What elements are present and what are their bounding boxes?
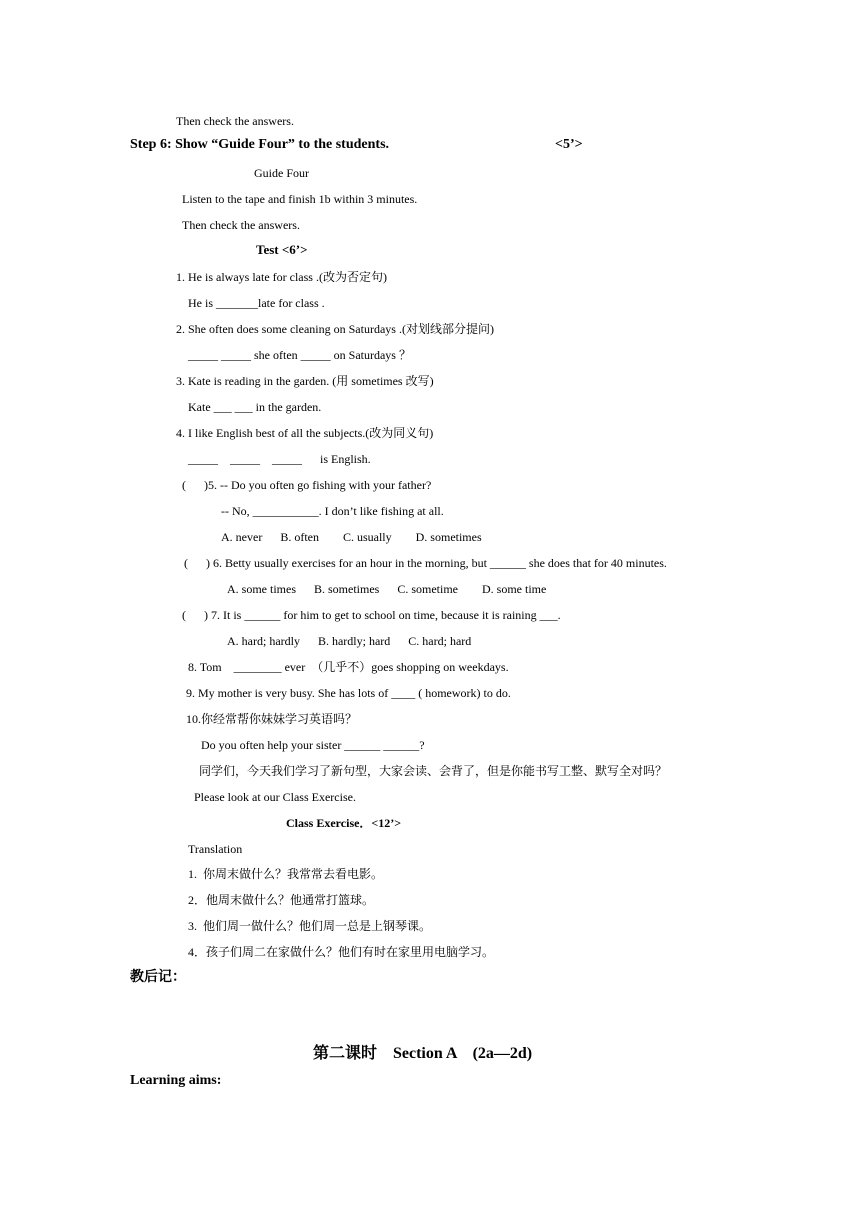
translation-item-1: 1. 你周末做什么？我常常去看电影。	[188, 867, 384, 881]
question-2-answer: _____ _____ she often _____ on Saturdays ？	[188, 348, 411, 362]
step-6-time: <5’>	[555, 137, 583, 152]
guide-four-title: Guide Four	[254, 166, 309, 180]
question-5: ( )5. -- Do you often go fishing with your father?	[182, 478, 432, 492]
then-check-line-2: Then check the answers.	[182, 218, 300, 232]
question-6-options: A. some times B. sometimes C. sometime D. some time	[227, 582, 547, 596]
then-check-line: Then check the answers.	[176, 114, 294, 128]
class-exercise-heading: Class Exercise．<12’>	[286, 816, 402, 830]
question-10: 10.你经常帮你妹妹学习英语吗？	[186, 712, 358, 726]
translation-item-3: 3. 他们周一做什么？他们周一总是上钢琴课。	[188, 919, 432, 933]
question-2: 2. She often does some cleaning on Saturdays .(对划线部分提问)	[176, 322, 494, 336]
question-4: 4. I like English best of all the subjects.(改为同义句)	[176, 426, 434, 440]
please-look-line: Please look at our Class Exercise.	[194, 790, 356, 804]
question-1-answer: He is _______late for class .	[188, 296, 325, 310]
translation-item-4: 4．孩子们周二在家做什么？他们有时在家里用电脑学习。	[188, 945, 495, 959]
listen-instruction: Listen to the tape and finish 1b within 3 minutes.	[182, 192, 418, 206]
question-1: 1. He is always late for class .(改为否定句)	[176, 270, 387, 284]
lesson-2-title: 第二课时 Section A (2a—2d)	[313, 1045, 533, 1062]
afterword-heading: 教后记：	[130, 970, 186, 985]
question-8: 8. Tom ________ ever （几乎不）goes shopping on weekdays.	[188, 660, 509, 674]
question-6: ( ) 6. Betty usually exercises for an hour in the morning, but ______ she does that for 40 minutes.	[184, 556, 667, 570]
step-6-heading: Step 6: Show “Guide Four” to the students.	[130, 137, 390, 152]
learning-aims-heading: Learning aims:	[130, 1073, 222, 1088]
translation-label: Translation	[188, 842, 243, 856]
question-4-answer: _____ _____ _____ is English.	[188, 452, 371, 466]
question-7-options: A. hard; hardly B. hardly; hard C. hard; hard	[227, 634, 472, 648]
question-3-answer: Kate ___ ___ in the garden.	[188, 400, 322, 414]
translation-item-2: 2．他周末做什么？他通常打篮球。	[188, 893, 375, 907]
question-3: 3. Kate is reading in the garden. (用 sometimes 改写)	[176, 374, 434, 388]
question-5-reply: -- No, ___________. I don’t like fishing at all.	[221, 504, 444, 518]
question-9: 9. My mother is very busy. She has lots of ____ ( homework) to do.	[186, 686, 511, 700]
test-heading: Test <6’>	[256, 242, 308, 257]
chinese-intro: 同学们，今天我们学习了新句型，大家会读、会背了，但是你能书写工整、默写全对吗？	[199, 764, 668, 778]
question-5-options: A. never B. often C. usually D. sometimes	[221, 530, 482, 544]
question-7: ( ) 7. It is ______ for him to get to school on time, because it is raining ___.	[182, 608, 561, 622]
question-10-answer: Do you often help your sister ______ ______?	[201, 738, 425, 752]
